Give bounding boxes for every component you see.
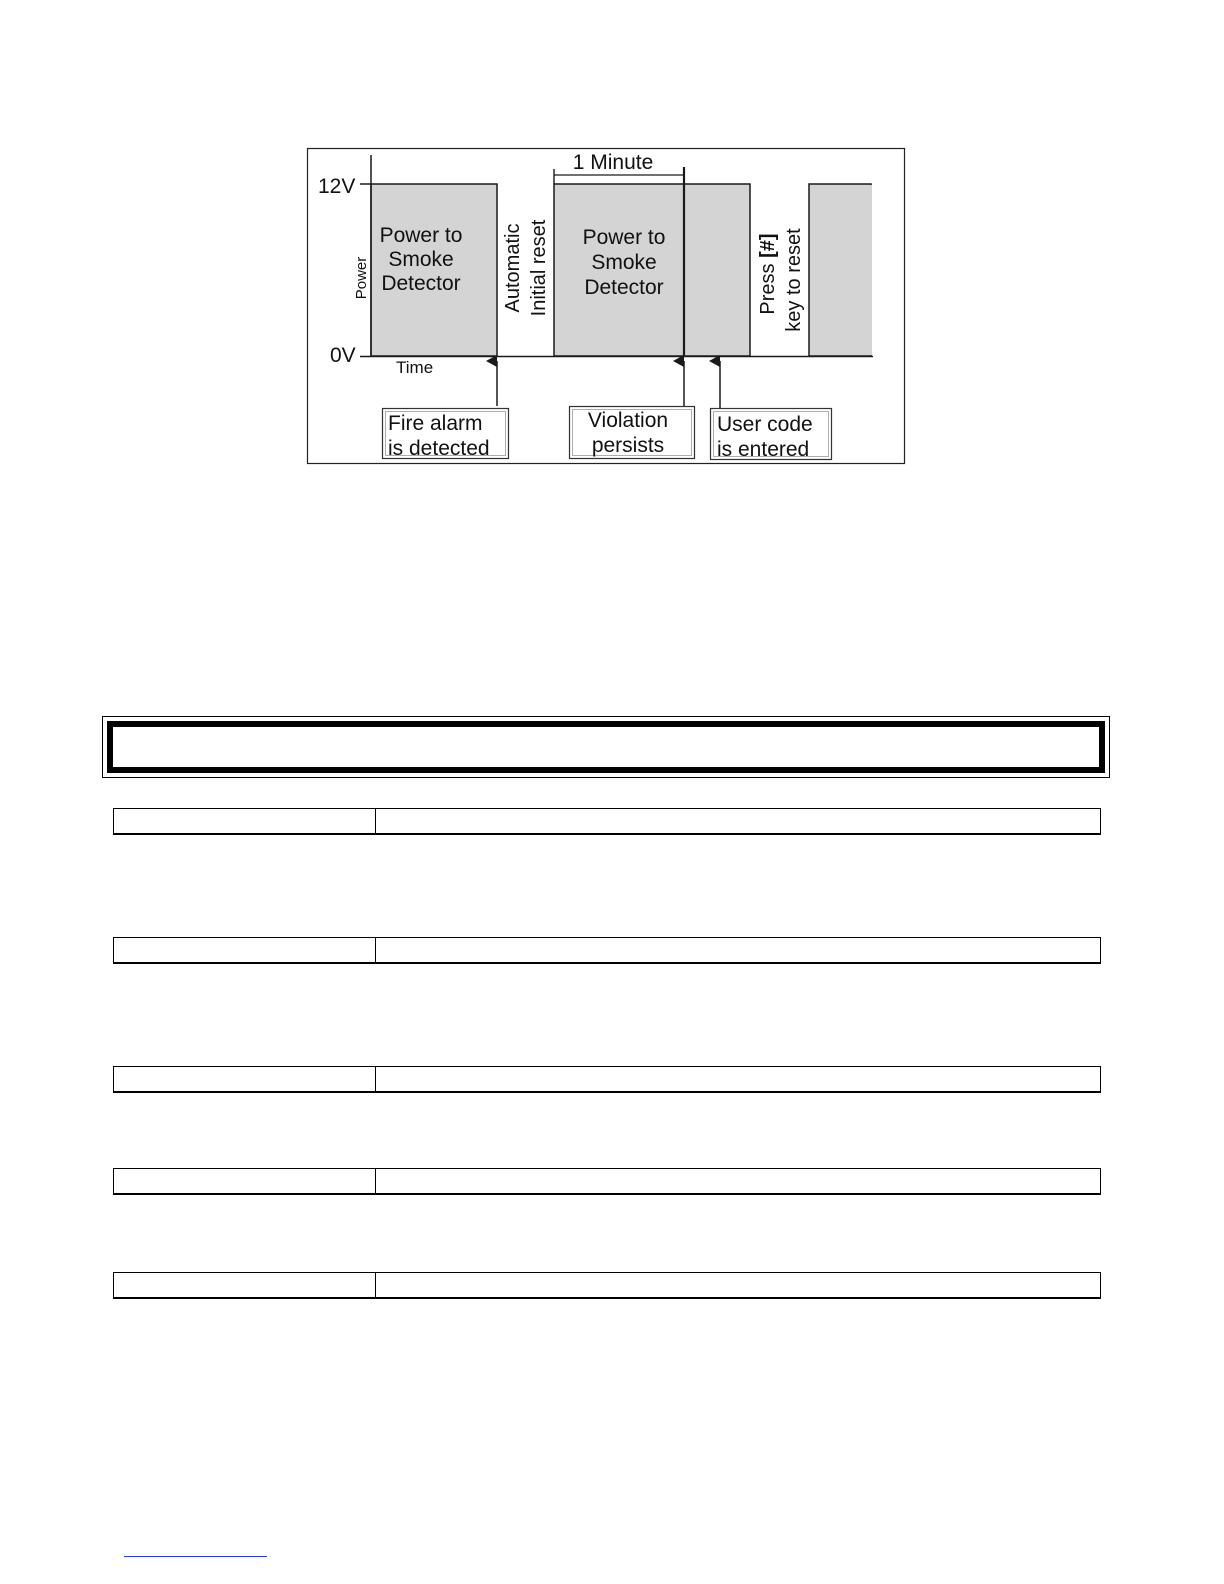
section-header-box [102,716,1110,778]
section-header-inner-border [107,721,1105,773]
y-axis-label: Power [353,256,370,300]
auto-reset-label-line-2: Initial reset [528,219,550,317]
manual-reset-label-line-1: Press [#] [757,233,779,315]
pulse-2-label-line-3: Detector [584,276,664,299]
label-12v: 12V [318,175,356,198]
pulse-1-label-line-2: Smoke [388,248,454,271]
event-user-code-line-2: is entered [717,438,810,461]
x-axis-label: Time [396,358,434,377]
manual-reset-label-line-2: key to reset [783,228,805,332]
event-user-code-line-1: User code [717,413,813,436]
power-pulse-3 [809,184,871,356]
label-0v: 0V [330,344,356,367]
footer-link-underline[interactable] [124,1556,267,1557]
parameter-row-5 [113,1272,1101,1299]
power-timing-diagram [0,0,1224,480]
pulse-1-label-line-3: Detector [381,272,461,295]
pulse-2-label-line-2: Smoke [591,251,657,274]
event-fire-alarm-line-2: is detected [388,437,490,460]
parameter-row-3 [113,1066,1101,1093]
cell-divider [375,809,376,833]
event-fire-alarm-line-1: Fire alarm [388,412,483,435]
parameter-row-2 [113,937,1101,964]
event-violation-line-2: persists [591,434,665,457]
cell-divider [375,1273,376,1297]
interval-label: 1 Minute [572,151,654,174]
auto-reset-label-line-1: Automatic [502,223,524,313]
pulse-1-label-line-1: Power to [379,224,463,247]
parameter-row-1 [113,808,1101,835]
event-violation-line-1: Violation [587,409,669,432]
pulse-2-label-line-1: Power to [582,226,666,249]
cell-divider [375,1169,376,1193]
cell-divider [375,938,376,962]
parameter-row-4 [113,1168,1101,1195]
cell-divider [375,1067,376,1091]
